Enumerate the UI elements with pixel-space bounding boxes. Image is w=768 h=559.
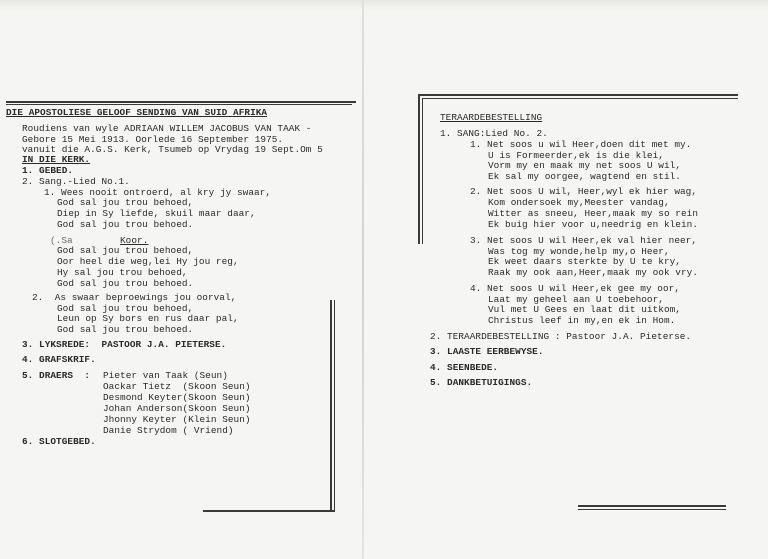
right-border-top-inner xyxy=(422,98,738,99)
hymn2-verse2-line3: Witter as sneeu, Heer,maak my so rein xyxy=(488,208,699,219)
hymn2-verse2-line4: Ek buig hier voor u,needrig en klein. xyxy=(488,219,699,230)
hymn2-verse1-line4: Ek sal my oorgee, wagtend en stil. xyxy=(488,171,681,182)
right-border-bottom-inner xyxy=(578,509,726,510)
intro-line-2: Gebore 15 Mei 1913. Oorlede 16 September 1975. xyxy=(22,134,284,145)
bearer-1: Pieter van Taak (Seun) xyxy=(103,370,228,381)
hymn1-choir-line4: God sal jou trou behoed. xyxy=(57,278,194,289)
hymn2-verse1-line2: U is Formeerder,ek is die klei, xyxy=(488,150,664,161)
hymn2-verse3-line1: 3. Net soos U wil Heer,ek val hier neer, xyxy=(470,235,698,246)
right-item-3: 3. LAASTE EERBEWYSE. xyxy=(430,346,544,357)
bearer-3: Desmond Keyter(Skoon Seun) xyxy=(103,392,251,403)
left-border-right xyxy=(330,300,332,510)
intro-line-3: vanuit die A.G.S. Kerk, Tsumeb op Vrydag 19 Sept.Om 5 xyxy=(22,144,323,155)
hymn1-verse1-line4: God sal jou trou behoed. xyxy=(57,219,194,230)
left-item-2: 2. Sang.-Lied No.1. xyxy=(22,176,130,187)
left-border-right-inner xyxy=(334,300,335,512)
left-item-1: 1. GEBED. xyxy=(22,165,74,176)
hymn1-choir-label: Koor. xyxy=(120,235,149,246)
right-border-left xyxy=(418,94,420,244)
left-border-top xyxy=(6,101,356,103)
hymn2-verse1-line1: 1. Net soos u wil Heer,doen dit met my. xyxy=(470,139,692,150)
hymn2-verse2-line1: 2. Net soos U wil, Heer,wyl ek hier wag, xyxy=(470,186,698,197)
right-title: TERAARDEBESTELLING xyxy=(440,112,543,123)
bearer-4: Johan Anderson(Skoon Seun) xyxy=(103,403,251,414)
hymn1-choir-line1: God sal jou trou behoed, xyxy=(57,245,194,256)
hymn1-verse2-line3: Leun op Sy bors en rus daar pal, xyxy=(57,313,239,324)
top-fold-shadow xyxy=(0,0,768,10)
left-item-6: 6. SLOTGEBED. xyxy=(22,436,96,447)
right-item-4: 4. SEENBEDE. xyxy=(430,362,499,373)
hymn1-verse1-line3: Diep in Sy liefde, skuil maar daar, xyxy=(57,208,256,219)
left-item-5-label: 5. DRAERS : xyxy=(22,370,91,381)
hymn1-choir-line2: Oor heel die weg,lei Hy jou reg, xyxy=(57,256,239,267)
hymn2-verse1-line3: Vorm my en maak my net soos U wil, xyxy=(488,160,681,171)
hymn1-verse2-line4: God sal jou trou behoed. xyxy=(57,324,194,335)
left-title: DIE APOSTOLIESE GELOOF SENDING VAN SUID AFRIKA xyxy=(6,107,268,118)
right-item-1: 1. SANG:Lied No. 2. xyxy=(440,128,548,139)
hymn2-verse3-line3: Ek weet daars sterkte by U te kry, xyxy=(488,256,681,267)
right-item-2: 2. TERAARDEBESTELLING : Pastoor J.A. Pieterse. xyxy=(430,331,692,342)
left-item-3: 3. LYKSREDE: PASTOOR J.A. PIETERSE. xyxy=(22,339,227,350)
hymn2-verse4-line3: Vul met U Gees en laat dit uitkom, xyxy=(488,304,681,315)
hymn1-choir-prefix: (.Sa xyxy=(50,235,73,246)
right-item-5: 5. DANKBETUIGINGS. xyxy=(430,377,533,388)
bearer-6: Danie Strydom ( Vriend) xyxy=(103,425,234,436)
hymn1-verse2-line2: God sal jou trou behoed, xyxy=(57,303,194,314)
hymn2-verse4-line4: Christus leef in my,en ek in Hom. xyxy=(488,315,676,326)
hymn2-verse3-line2: Was tog my wonde,help my,o Heer, xyxy=(488,246,670,257)
in-church-heading: IN DIE KERK. xyxy=(22,154,91,165)
hymn2-verse2-line2: Kom ondersoek my,Meester vandag, xyxy=(488,197,670,208)
hymn2-verse3-line4: Raak my ook aan,Heer,maak my ook vry. xyxy=(488,267,699,278)
left-item-4: 4. GRAFSKRIF. xyxy=(22,354,96,365)
hymn1-verse2-line1: 2. As swaar beproewings jou oorval, xyxy=(32,292,237,303)
center-fold xyxy=(362,0,364,559)
hymn2-verse4-line2: Laat my geheel aan U toebehoor, xyxy=(488,294,664,305)
hymn1-choir-line3: Hy sal jou trou behoed, xyxy=(57,267,188,278)
left-border-top-inner xyxy=(6,104,352,105)
bearer-2: Oackar Tietz (Skoon Seun) xyxy=(103,381,251,392)
hymn1-verse1-line1: 1. Wees nooit ontroerd, al kry jy swaar, xyxy=(44,187,272,198)
right-border-bottom xyxy=(578,505,726,507)
right-border-top xyxy=(418,94,738,96)
bearer-5: Jhonny Keyter (Klein Seun) xyxy=(103,414,251,425)
right-border-left-inner xyxy=(422,98,423,244)
intro-line-1: Roudiens van wyle ADRIAAN WILLEM JACOBUS VAN TAAK - xyxy=(22,123,312,134)
hymn1-verse1-line2: God sal jou trou behoed, xyxy=(57,197,194,208)
hymn2-verse4-line1: 4. Net soos U wil Heer,ek gee my oor, xyxy=(470,283,681,294)
left-border-bottom xyxy=(203,510,334,512)
